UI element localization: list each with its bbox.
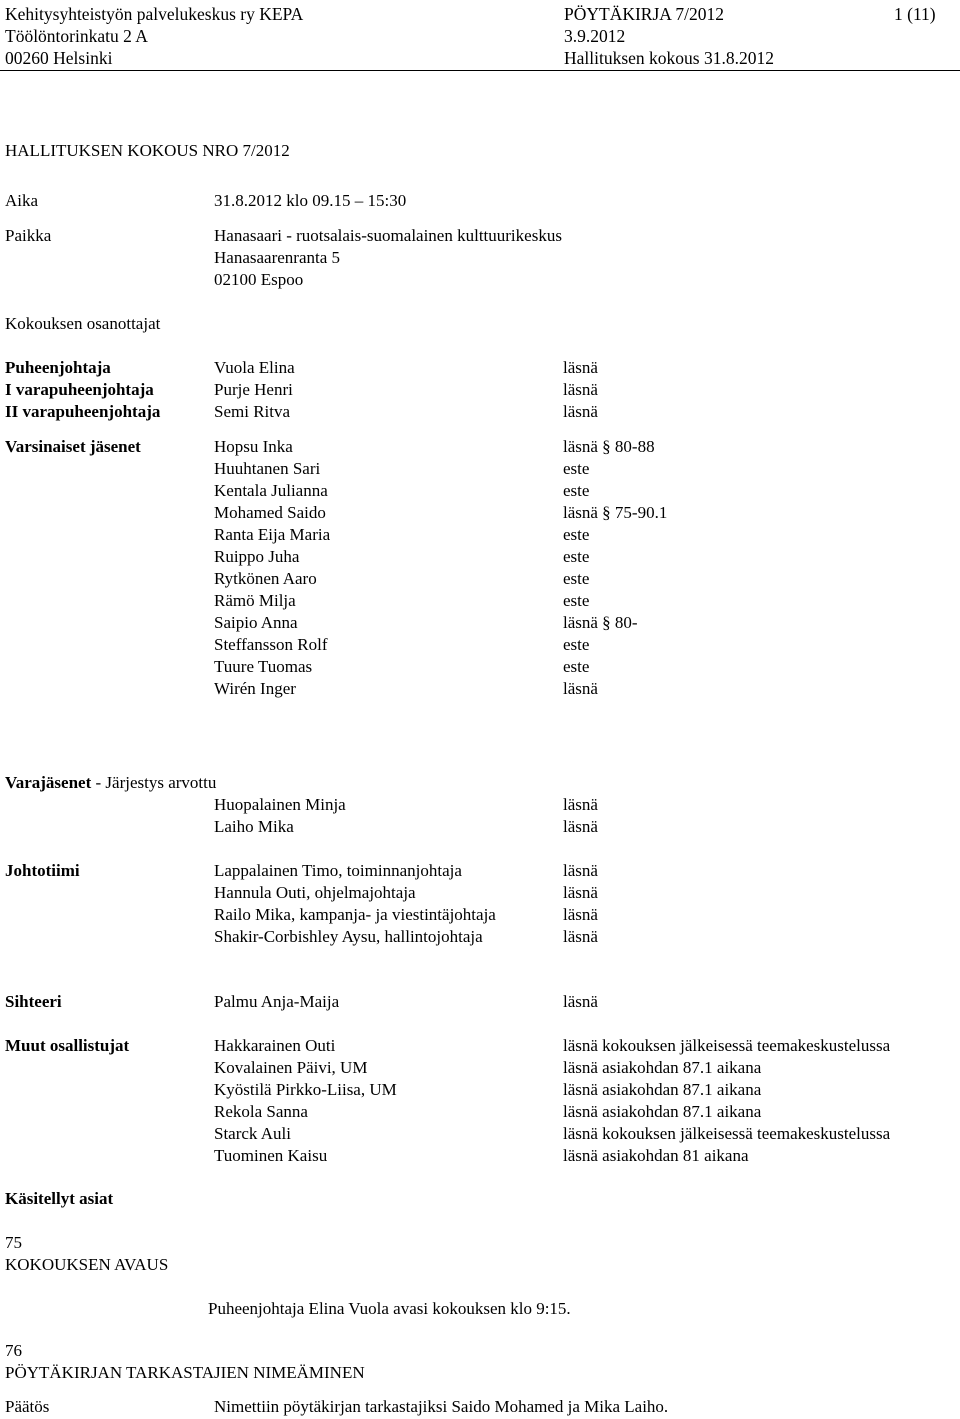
officer-status: läsnä: [563, 358, 598, 377]
member-status: läsnä: [563, 679, 598, 698]
member-status: este: [563, 635, 590, 654]
participant-status: läsnä kokouksen jälkeisessä teemakeskustelussa: [563, 1124, 891, 1143]
officer-role: II varapuheenjohtaja: [5, 402, 161, 421]
member-name: Wirén Inger: [214, 679, 296, 698]
participant-name: Kovalainen Päivi, UM: [214, 1058, 368, 1077]
member-name: Ruippo Juha: [214, 547, 300, 566]
varajasenet-heading: [5, 772, 216, 794]
officer-roles: [5, 357, 160, 423]
participant-status: läsnä kokouksen jälkeisessä teemakeskustelussa: [563, 1036, 891, 1055]
member-name: Steffansson Rolf: [214, 635, 328, 654]
officer-role: I varapuheenjohtaja: [5, 380, 154, 399]
member-name: Mohamed Saido: [214, 503, 326, 522]
officer-names: [214, 357, 295, 423]
member-status: este: [563, 569, 590, 588]
member-status: este: [563, 547, 590, 566]
member-status: este: [563, 459, 590, 478]
johtotiimi-label: Johtotiimi: [5, 861, 80, 880]
varajasenet-label: Varajäsenet: [5, 773, 92, 792]
sihteeri-status: läsnä: [563, 992, 598, 1011]
paikka-line: 02100 Espoo: [214, 270, 304, 289]
paikka-address: [214, 225, 562, 291]
header-document: [564, 3, 774, 69]
varajasenet-note: - Järjestys arvottu: [91, 773, 217, 792]
officer-name: Purje Henri: [214, 380, 293, 399]
varajasenet-names: [214, 794, 346, 838]
participant-name: Kyöstilä Pirkko-Liisa, UM: [214, 1080, 397, 1099]
member-name: Kentala Julianna: [214, 481, 328, 500]
member-name: Rämö Milja: [214, 591, 296, 610]
member-name: Ranta Eija Maria: [214, 525, 331, 544]
member-status: läsnä § 80-: [563, 613, 638, 632]
varsinaiset-statuses: [563, 436, 667, 700]
member-name: Hannula Outi, ohjelmajohtaja: [214, 883, 416, 902]
org-city: 00260 Helsinki: [5, 48, 113, 68]
member-name: Shakir-Corbishley Aysu, hallintojohtaja: [214, 927, 483, 946]
participant-name: Hakkarainen Outi: [214, 1036, 336, 1055]
member-status: läsnä: [563, 883, 598, 902]
member-status: läsnä: [563, 817, 598, 836]
member-status: läsnä: [563, 861, 598, 880]
doc-meeting: Hallituksen kokous 31.8.2012: [564, 48, 774, 68]
page-number: 1 (11): [894, 4, 936, 24]
participant-name: Starck Auli: [214, 1124, 291, 1143]
officer-role: Puheenjohtaja: [5, 358, 111, 377]
paikka-label: Paikka: [5, 226, 52, 245]
member-status: läsnä § 75-90.1: [563, 503, 668, 522]
item-75-text: Puheenjohtaja Elina Vuola avasi kokouksen klo 9:15.: [208, 1299, 571, 1318]
sihteeri-label: Sihteeri: [5, 992, 62, 1011]
varajasenet-statuses: [563, 794, 598, 838]
varsinaiset-names: [214, 436, 330, 700]
member-status: este: [563, 525, 590, 544]
header-organization: [5, 3, 303, 69]
participant-name: Rekola Sanna: [214, 1102, 308, 1121]
page-title: HALLITUKSEN KOKOUS NRO 7/2012: [5, 141, 290, 160]
member-status: läsnä: [563, 927, 598, 946]
sihteeri-name: Palmu Anja-Maija: [214, 992, 340, 1011]
participant-status: läsnä asiakohdan 87.1 aikana: [563, 1080, 762, 1099]
member-status: este: [563, 591, 590, 610]
johtotiimi-names: [214, 860, 496, 948]
member-name: Rytkönen Aaro: [214, 569, 317, 588]
officer-name: Vuola Elina: [214, 358, 295, 377]
member-name: Tuure Tuomas: [214, 657, 313, 676]
member-status: läsnä § 80-88: [563, 437, 655, 456]
item-75-number: 75: [5, 1233, 22, 1252]
member-name: Lappalainen Timo, toiminnanjohtaja: [214, 861, 462, 880]
participant-status: läsnä asiakohdan 87.1 aikana: [563, 1058, 762, 1077]
member-name: Hopsu Inka: [214, 437, 293, 456]
doc-date: 3.9.2012: [564, 26, 626, 46]
member-status: este: [563, 481, 590, 500]
participant-status: läsnä asiakohdan 81 aikana: [563, 1146, 749, 1165]
paikka-line: Hanasaari - ruotsalais-suomalainen kulttuurikeskus: [214, 226, 562, 245]
member-name: Huuhtanen Sari: [214, 459, 321, 478]
item-76-label: Päätös: [5, 1397, 50, 1416]
aika-label: Aika: [5, 191, 39, 210]
item-75-title: KOKOUKSEN AVAUS: [5, 1255, 169, 1274]
varsinaiset-label: Varsinaiset jäsenet: [5, 437, 141, 456]
muut-label: Muut osallistujat: [5, 1036, 130, 1055]
aika-value: 31.8.2012 klo 09.15 – 15:30: [214, 191, 407, 210]
muut-names: [214, 1035, 397, 1167]
kasitellyt-heading: Käsitellyt asiat: [5, 1189, 114, 1208]
header-divider: [0, 70, 960, 71]
item-76-number: 76: [5, 1341, 22, 1360]
member-status: läsnä: [563, 795, 598, 814]
participant-name: Tuominen Kaisu: [214, 1146, 328, 1165]
member-name: Huopalainen Minja: [214, 795, 346, 814]
member-name: Laiho Mika: [214, 817, 294, 836]
muut-statuses: [563, 1035, 890, 1167]
officer-status: läsnä: [563, 380, 598, 399]
member-name: Saipio Anna: [214, 613, 298, 632]
member-name: Railo Mika, kampanja- ja viestintäjohtaja: [214, 905, 496, 924]
participant-status: läsnä asiakohdan 87.1 aikana: [563, 1102, 762, 1121]
paikka-line: Hanasaarenranta 5: [214, 248, 341, 267]
item-76-title: PÖYTÄKIRJAN TARKASTAJIEN NIMEÄMINEN: [5, 1363, 365, 1382]
member-status: este: [563, 657, 590, 676]
officer-name: Semi Ritva: [214, 402, 291, 421]
osanottajat-heading: Kokouksen osanottajat: [5, 314, 161, 333]
officer-statuses: [563, 357, 598, 423]
officer-status: läsnä: [563, 402, 598, 421]
org-street: Töölöntorinkatu 2 A: [5, 26, 148, 46]
member-status: läsnä: [563, 905, 598, 924]
item-76-text: Nimettiin pöytäkirjan tarkastajiksi Saido Mohamed ja Mika Laiho.: [214, 1397, 669, 1416]
johtotiimi-statuses: [563, 860, 598, 948]
doc-type: PÖYTÄKIRJA 7/2012: [564, 4, 724, 24]
org-name: Kehitysyhteistyön palvelukeskus ry KEPA: [5, 4, 304, 24]
